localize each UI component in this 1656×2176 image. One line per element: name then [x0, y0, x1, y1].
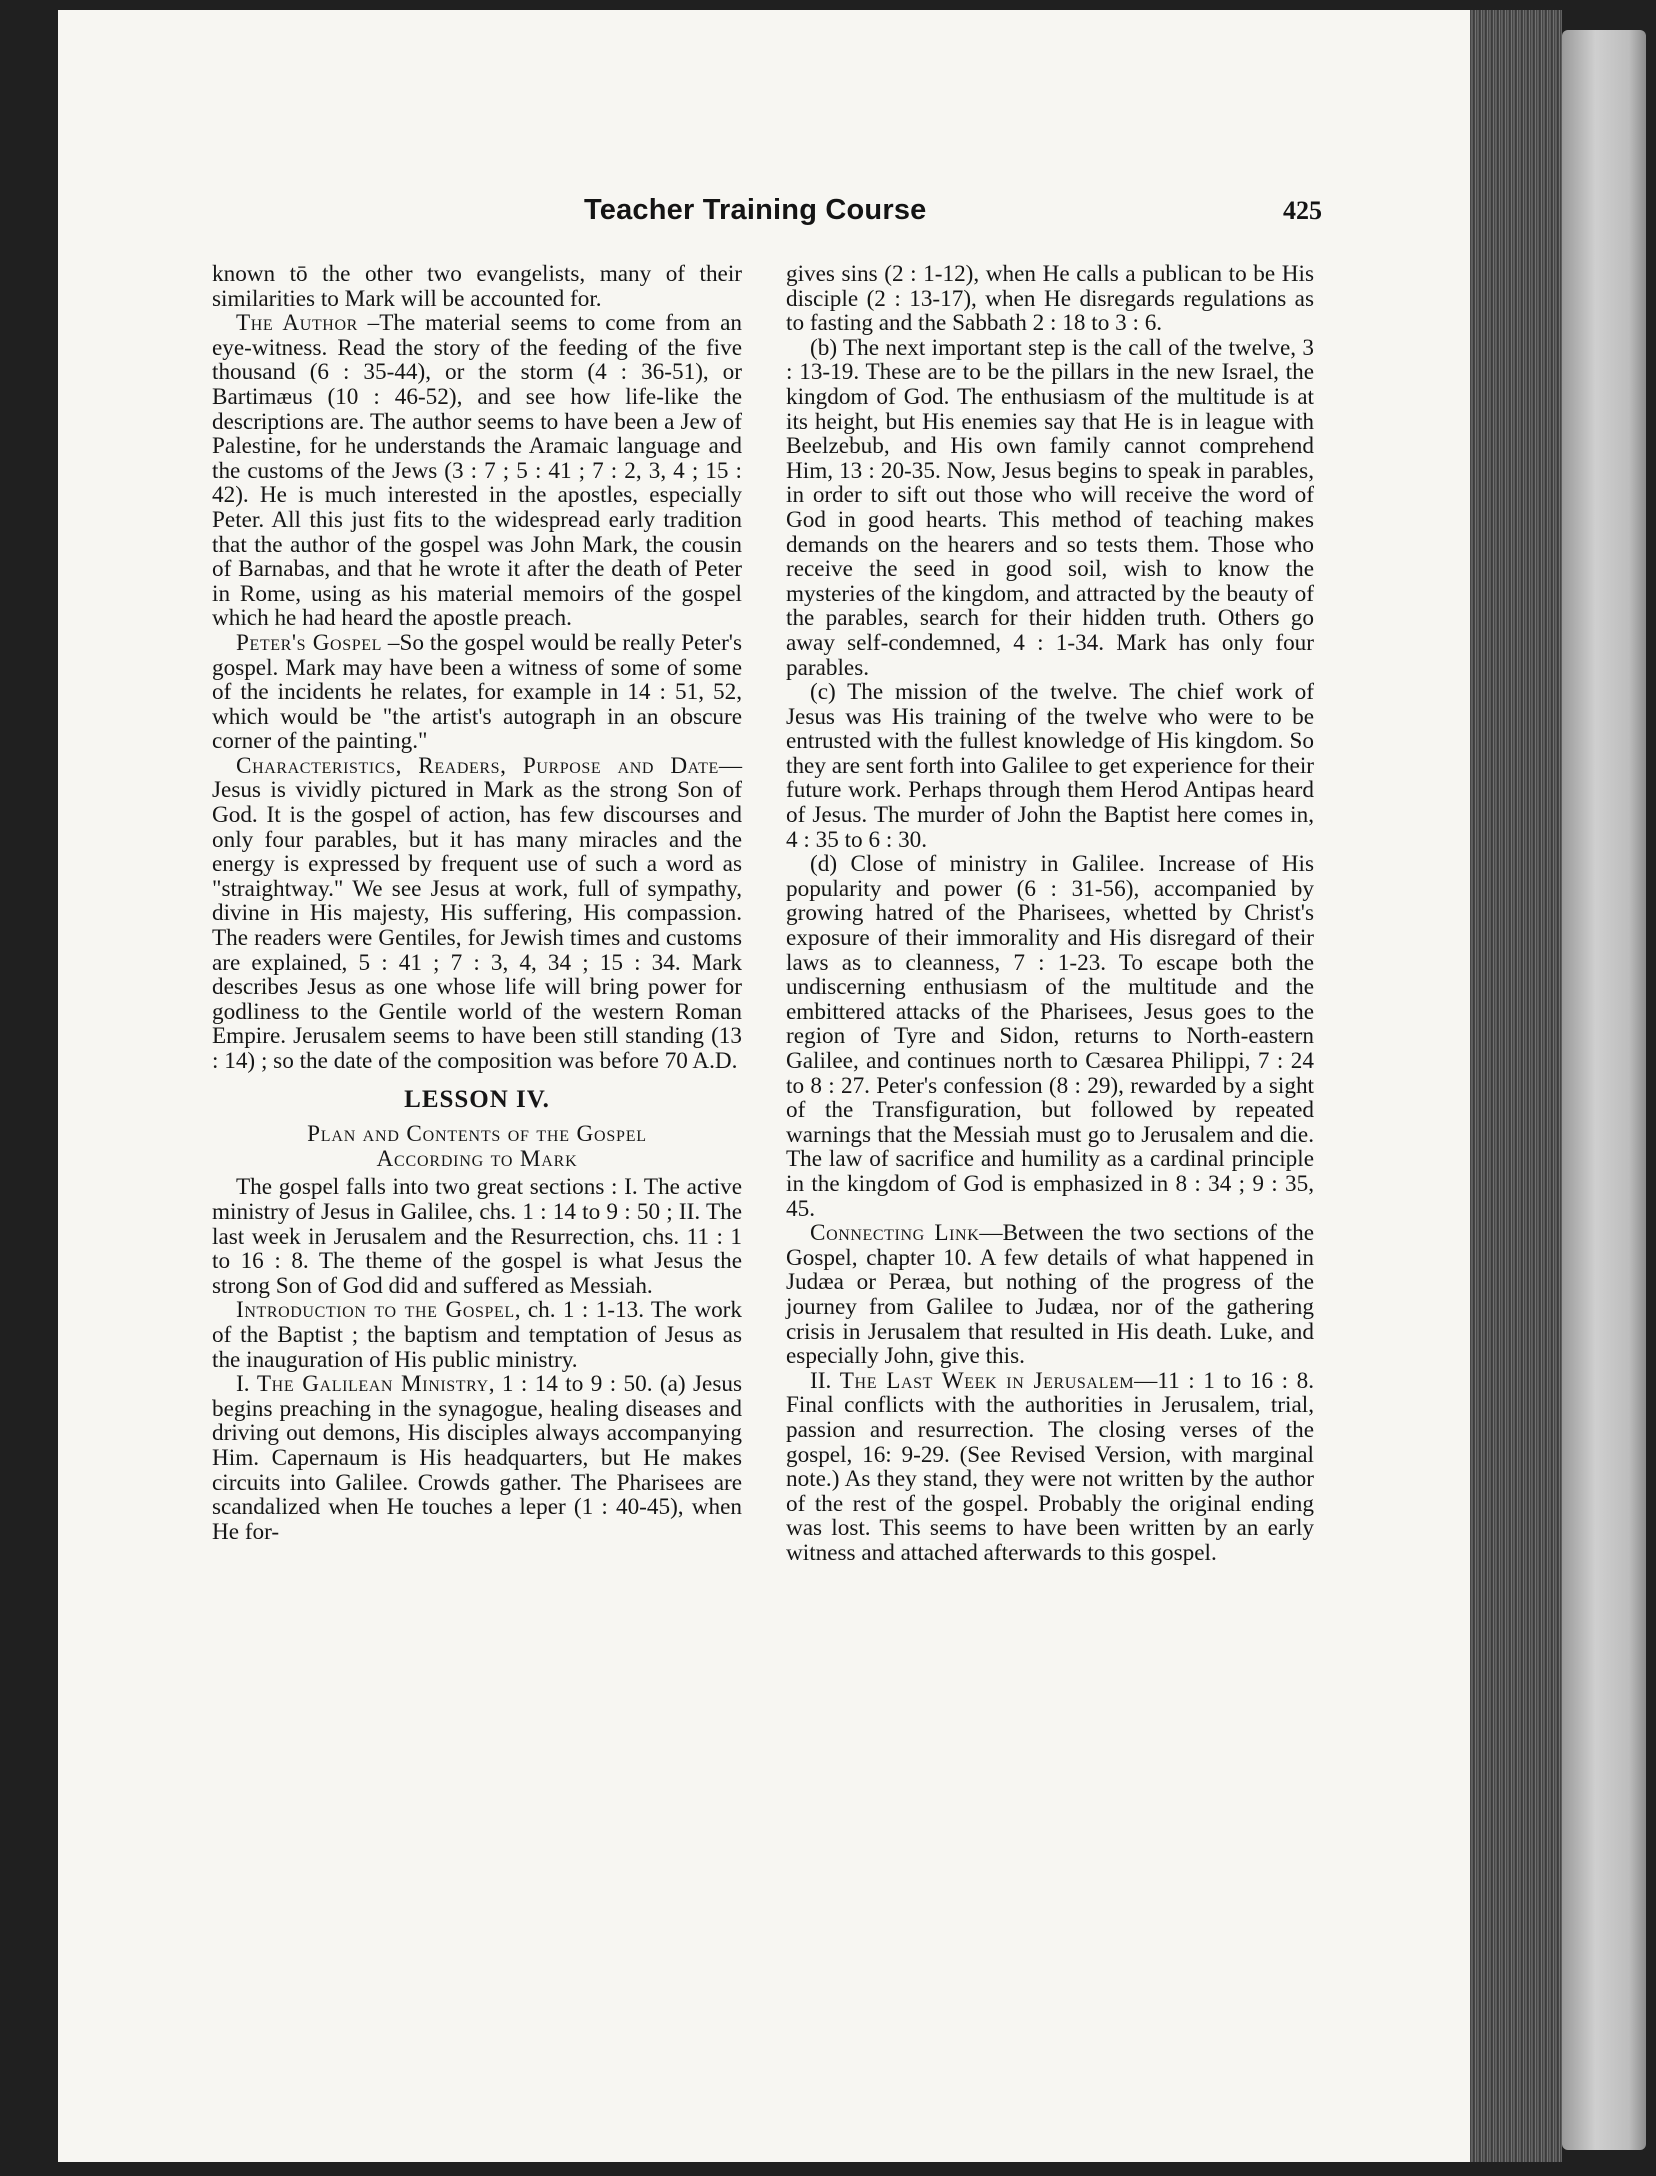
paragraph-author: The Author –The material seems to come from an eye-witness. Read the story of the feeding of the five thousand (6 : 35-44), or the storm (4 : 36-51), or Bartimæus (10 : 46-52), and see how life-like the descriptions are. The author seems to have been a Jew of Palestine, for he understands the Aramaic language and the customs of the Jews (3 : 7 ; 5 : 41 ; 7 : 2, 3, 4 ; 15 : 42). He is much interested in the apostles, especially Peter. All this just fits to the widespread early tradition that the author of the gospel was John Mark, the cousin of Barnabas, and that he wrote it after the death of Peter in Rome, using as his material memoirs of the gospel which he had heard the apostle preach. — [212, 310, 742, 632]
running-header-title: Teacher Training Course — [584, 194, 927, 226]
paragraph-characteristics: Characteristics, Readers, Purpose and Date—Jesus is vividly pictured in Mark as the strong Son of God. It is the gospel of action, has few discourses and only four parables, but it has many miracles and the energy is expressed by frequent use of such a word as "straightway." We see Jesus at work, full of sympathy, divine in His majesty, His suffering, His compassion. The readers were Gentiles, for Jewish times and customs are explained, 5 : 41 ; 7 : 3, 4, 34 ; 15 : 34. Mark describes Jesus as one whose life will bring power for godliness to the Gentile world of the western Roman Empire. Jerusalem seems to have been still standing (13 : 14) ; so the date of the composition was before 70 A.D. — [212, 752, 742, 1074]
paragraph-sections: The gospel falls into two great sections : I. The active ministry of Jesus in Galilee, chs. 1 : 14 to 9 : 50 ; II. The last week in Jerusalem and the Resurrection, chs. 11 : 1 to 16 : 8. The theme of the gospel is what Jesus the strong Son of God did and suffered as Messiah. — [212, 1174, 742, 1299]
section-label-last-week: The Last Week in Jerusalem — [839, 1367, 1135, 1394]
paragraph-call-of-twelve: (b) The next important step is the call of the twelve, 3 : 13-19. These are to be the pillars in the new Israel, the kingdom of God. The enthusiasm of the multitude is at its height, but His enemies say that He is in league with Beelzebub, and His own family cannot comprehend Him, 13 : 20-35. Now, Jesus begins to speak in parables, in order to sift out those who will receive the word of God in good hearts. This method of teaching makes demands on the hearers and so tests them. Those who receive the seed in good soil, wish to know the mysteries of the kingdom, and attracted by the beauty of the parables, search for their hidden truth. Others go away self-condemned, 4 : 1-34. Mark has only four parables. — [786, 334, 1314, 681]
section-label-author: The Author — [236, 310, 358, 337]
paragraph-connecting-link: Connecting Link—Between the two sections of the Gospel, chapter 10. A few details of what happened in Judæa or Peræa, but nothing of the progress of the journey from Galilee to Judæa, nor of the gathering crisis in Jerusalem that resulted in His death. Luke, and especially John, give this. — [786, 1220, 1315, 1370]
section-label-galilean-ministry: The Galilean Ministry — [256, 1371, 489, 1398]
section-label-introduction: Introduction to the Gospel — [236, 1297, 515, 1324]
section-label-characteristics: Characteristics, Readers, Purpose and Date — [236, 752, 719, 779]
paragraph-mission-of-twelve: (c) The mission of the twelve. The chief work of Jesus was His training of the twelve who were to be entrusted with the fullest knowledge of His kingdom. So they are sent forth into Galilee to get experience for their future work. Perhaps through them Herod Antipas heard of Jesus. The murder of John the Baptist here comes in, 4 : 35 to 6 : 30. — [786, 679, 1314, 853]
page-number: 425 — [1283, 196, 1322, 225]
lesson-subheading: Plan and Contents of the Gospel According to Mark — [307, 1121, 647, 1172]
page-edges — [1470, 10, 1562, 2162]
book-cover — [1562, 30, 1646, 2150]
paragraph-introduction: Introduction to the Gospel, ch. 1 : 1-13. The work of the Baptist ; the baptism and temptation of Jesus as the inauguration of His public ministry. — [212, 1297, 742, 1373]
right-column — [786, 262, 1314, 1565]
paragraph-last-week: II. The Last Week in Jerusalem—11 : 1 to 16 : 8. Final conflicts with the authorities in Jerusalem, trial, passion and resurrection. The closing verses of the gospel, 16: 9-29. (See Revised Version, with marginal note.) As they stand, they were not written by the author of the rest of the gospel. Probably the original ending was lost. This seems to have been written by an early witness and attached afterwards to this gospel. — [786, 1367, 1315, 1566]
paragraph-continuation-right: gives sins (2 : 1-12), when He calls a publican to be His disciple (2 : 13-17), when He disregards regulations as to fasting and the Sabbath 2 : 18 to 3 : 6. — [786, 261, 1314, 337]
left-column — [212, 262, 742, 1544]
paragraph-continuation: known tō the other two evangelists, many of their similarities to Mark will be accounted for. — [212, 261, 742, 312]
paragraph-peters-gospel: Peter's Gospel –So the gospel would be really Peter's gospel. Mark may have been a witness of some of some of the incidents he relates, for example in 14 : 51, 52, which would be "the artist's autograph in an obscure corner of the painting." — [212, 629, 742, 755]
paragraph-close-of-ministry: (d) Close of ministry in Galilee. Increase of His popularity and power (6 : 31-56), accompanied by growing hatred of the Pharisees, whetted by Christ's exposure of their immorality and His disregard of their laws as to cleanness, 7 : 1-23. To escape both the undiscerning enthusiasm of the multitude and the embittered attacks of the Pharisees, Jesus goes to the region of Tyre and Sidon, returns to North-eastern Galilee, and continues north to Cæsarea Philippi, 7 : 24 to 8 : 27. Peter's confession (8 : 29), rewarded by a sight of the Transfiguration, but followed by repeated warnings that the Messiah must go to Jerusalem and die. The law of sacrifice and humility as a cardinal principle in the kingdom of God is emphasized in 8 : 34 ; 9 : 35, 45. — [786, 851, 1314, 1222]
section-label-connecting-link: Connecting Link — [810, 1220, 980, 1247]
paragraph-galilean-ministry: I. The Galilean Ministry, 1 : 14 to 9 : 50. (a) Jesus begins preaching in the synagogue, healing diseases and driving out demons, His disciples always accompanying Him. Capernaum is His headquarters, but He makes circuits into Galilee. Crowds gather. The Pharisees are scandalized when He touches a leper (1 : 40-45), when He for- — [212, 1371, 742, 1545]
section-label-peters-gospel: Peter's Gospel — [236, 629, 382, 656]
lesson-heading: LESSON IV. — [404, 1085, 550, 1113]
